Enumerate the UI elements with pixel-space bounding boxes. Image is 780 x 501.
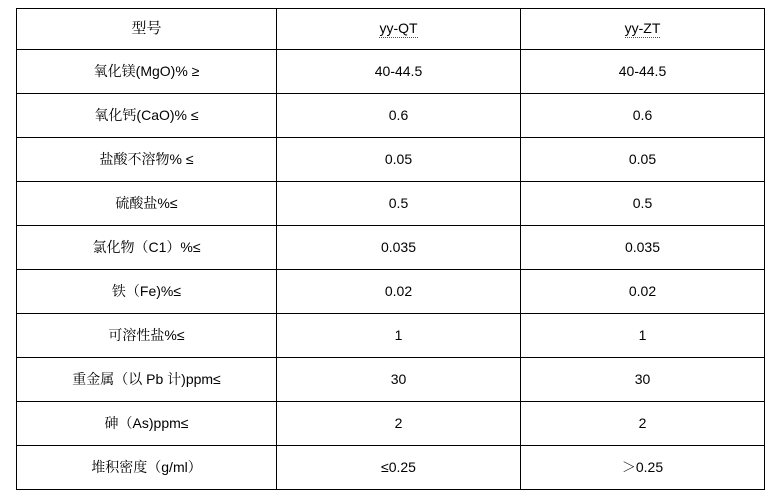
row-value-qt: 0.5 <box>277 182 521 226</box>
table-row <box>17 402 765 446</box>
row-label: 重金属（以 Pb 计)ppm≤ <box>17 358 277 402</box>
row-label: 砷（As)ppm≤ <box>17 402 277 446</box>
row-label: 氧化镁(MgO)% ≥ <box>17 50 277 94</box>
row-label: 铁（Fe)%≤ <box>17 270 277 314</box>
table-row <box>17 358 765 402</box>
row-value-zt: 0.05 <box>521 138 765 182</box>
row-value-qt: 2 <box>277 402 521 446</box>
table-row <box>17 138 765 182</box>
row-label: 氯化物（C1）%≤ <box>17 226 277 270</box>
row-value-qt: 0.6 <box>277 94 521 138</box>
row-label: 硫酸盐%≤ <box>17 182 277 226</box>
row-label: 氧化钙(CaO)% ≤ <box>17 94 277 138</box>
row-value-qt: 0.05 <box>277 138 521 182</box>
table-row <box>17 314 765 358</box>
specification-table <box>16 8 765 490</box>
table-row <box>17 226 765 270</box>
table-row <box>17 182 765 226</box>
table-row <box>17 270 765 314</box>
row-value-qt: ≤0.25 <box>277 446 521 490</box>
table-row <box>17 446 765 490</box>
header-label-zt: yy-ZT <box>625 20 661 39</box>
row-value-zt: 0.02 <box>521 270 765 314</box>
row-value-zt: ＞0.25 <box>521 446 765 490</box>
row-value-zt: 40-44.5 <box>521 50 765 94</box>
row-value-zt: 2 <box>521 402 765 446</box>
header-label-qt: yy-QT <box>379 20 417 39</box>
row-label: 堆积密度（g/ml） <box>17 446 277 490</box>
row-value-zt: 1 <box>521 314 765 358</box>
table-header-row <box>17 9 765 50</box>
header-cell-model <box>17 9 277 50</box>
row-value-qt: 30 <box>277 358 521 402</box>
row-value-qt: 1 <box>277 314 521 358</box>
row-value-qt: 0.02 <box>277 270 521 314</box>
row-value-zt: 0.6 <box>521 94 765 138</box>
header-cell-qt <box>277 9 521 50</box>
header-cell-zt <box>521 9 765 50</box>
header-label-model: 型号 <box>131 20 162 37</box>
row-value-qt: 0.035 <box>277 226 521 270</box>
row-value-zt: 0.035 <box>521 226 765 270</box>
row-label: 可溶性盐%≤ <box>17 314 277 358</box>
row-value-zt: 30 <box>521 358 765 402</box>
table-row <box>17 50 765 94</box>
row-label: 盐酸不溶物% ≤ <box>17 138 277 182</box>
table-row <box>17 94 765 138</box>
row-value-qt: 40-44.5 <box>277 50 521 94</box>
row-value-zt: 0.5 <box>521 182 765 226</box>
